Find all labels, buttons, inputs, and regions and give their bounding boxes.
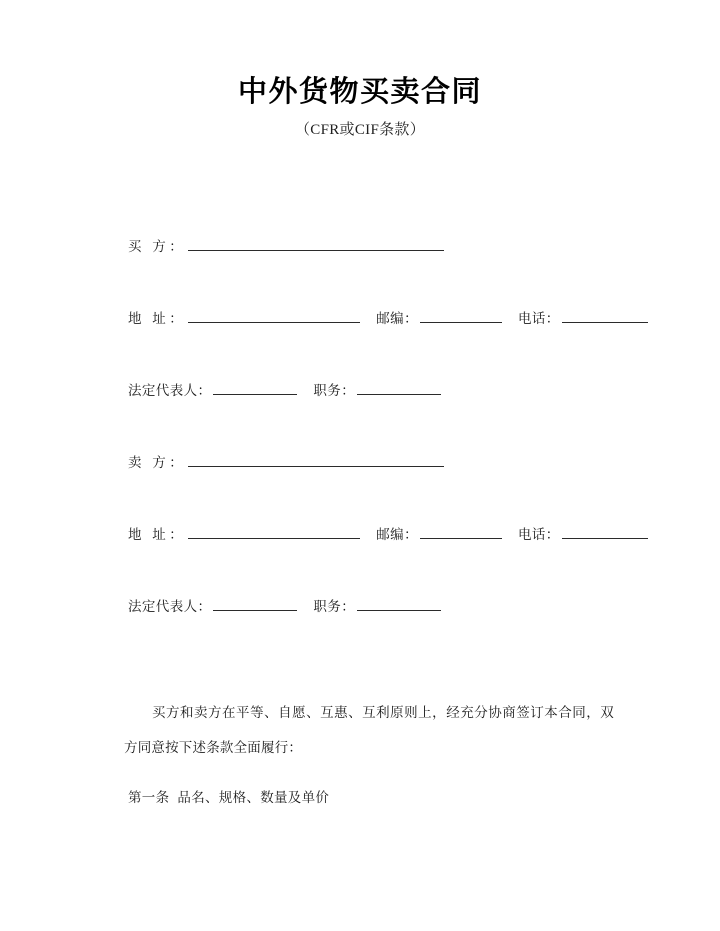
buyer-tel-input[interactable] <box>562 308 648 323</box>
buyer-address-label: 地 址： <box>128 311 187 326</box>
seller-representative-label: 法定代表人： <box>128 599 212 614</box>
buyer-duty-input[interactable] <box>357 380 441 395</box>
buyer-tel-label: 电话： <box>517 311 560 326</box>
seller-representative-input[interactable] <box>213 596 297 611</box>
buyer-representative-input[interactable] <box>213 380 297 395</box>
buyer-party-row <box>0 236 720 308</box>
preamble-paragraph: 买方和卖方在平等、自愿、互惠、互利原则上，经充分协商签订本合同，双方同意按下述条款全面履行： <box>124 704 614 755</box>
buyer-zip-label: 邮编： <box>376 311 418 326</box>
seller-party-label: 卖 方： <box>128 455 187 470</box>
buyer-representative-label: 法定代表人： <box>128 383 212 398</box>
page-subtitle: （CFR或CIF条款） <box>295 122 425 139</box>
seller-tel-label: 电话： <box>517 527 560 542</box>
article-1-heading <box>128 788 329 808</box>
seller-duty-input[interactable] <box>357 596 441 611</box>
title-block <box>0 74 720 142</box>
seller-address-input[interactable] <box>188 524 360 539</box>
seller-tel-input[interactable] <box>562 524 648 539</box>
buyer-address-row <box>0 308 720 380</box>
party-fields <box>0 236 720 668</box>
article-1-title: 品名、规格、数量及单价 <box>177 790 330 805</box>
seller-representative-row <box>0 596 720 668</box>
buyer-party-label: 买 方： <box>128 239 187 254</box>
page-title: 中外货物买卖合同 <box>237 76 482 108</box>
seller-duty-label: 职务： <box>313 599 356 614</box>
seller-party-row <box>0 452 720 524</box>
seller-zip-input[interactable] <box>420 524 502 539</box>
buyer-representative-row <box>0 380 720 452</box>
buyer-party-input[interactable] <box>188 236 444 251</box>
seller-address-label: 地 址： <box>128 527 187 542</box>
seller-party-input[interactable] <box>188 452 444 467</box>
seller-zip-label: 邮编： <box>376 527 418 542</box>
article-1-number: 第一条 <box>128 790 170 805</box>
buyer-duty-label: 职务： <box>313 383 356 398</box>
buyer-address-input[interactable] <box>188 308 360 323</box>
buyer-zip-input[interactable] <box>420 308 502 323</box>
seller-address-row <box>0 524 720 596</box>
